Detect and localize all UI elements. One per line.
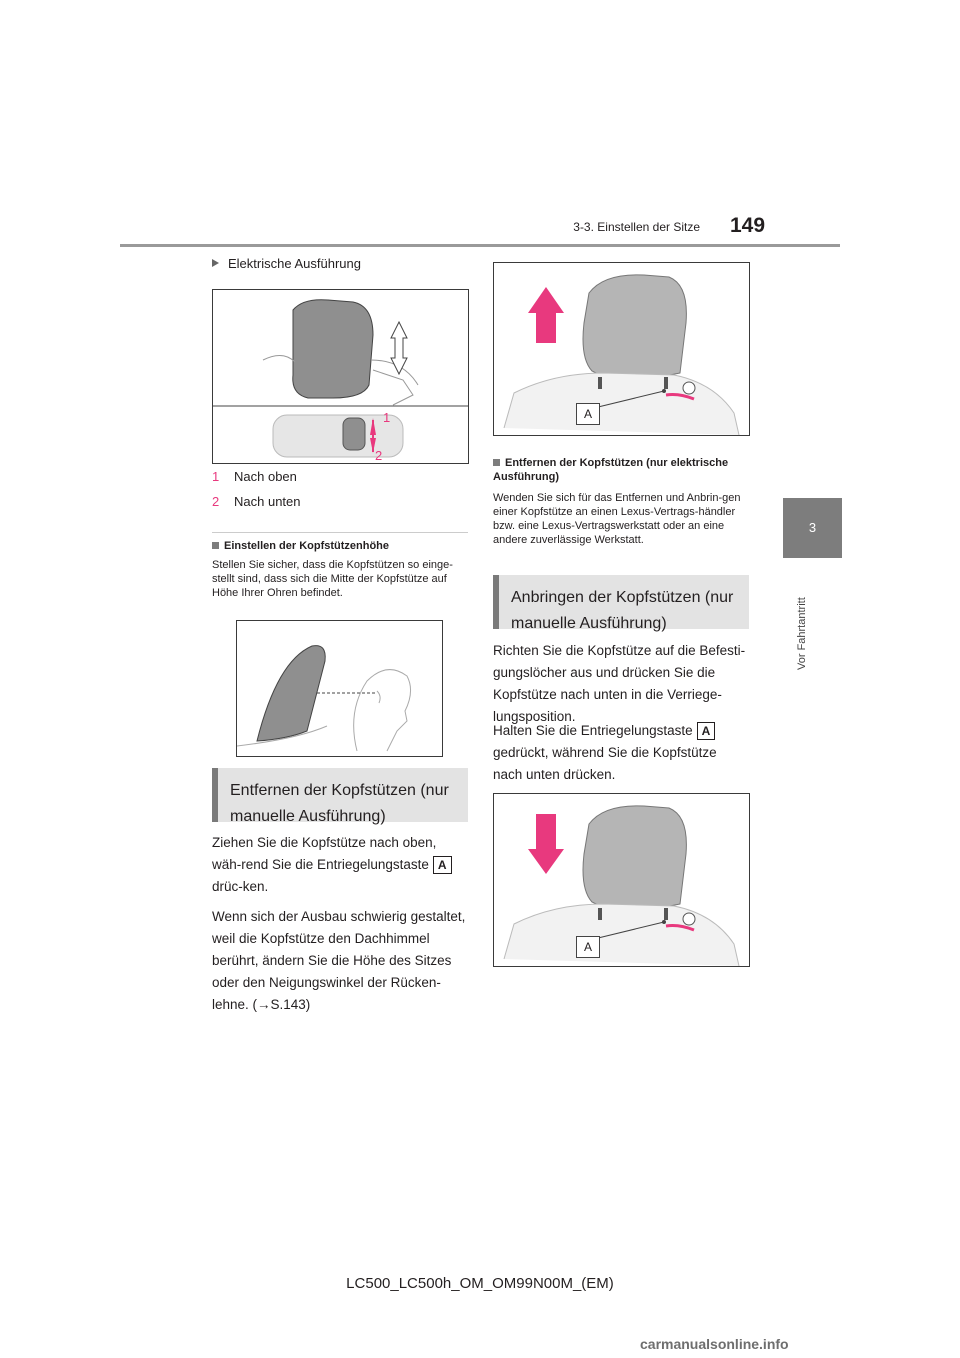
install-text-part2: gedrückt, während Sie die Kopfstütze nach unten drücken. [493,745,717,782]
list-item [212,494,301,509]
remove-text [212,832,468,898]
install-text-2 [493,720,749,786]
header-rule [120,244,840,247]
figure-callout-a: A [576,936,600,958]
watermark: carmanualsonline.info [640,1336,789,1352]
document-code: LC500_LC500h_OM_OM99N00M_(EM) [346,1275,614,1292]
remove-text-part2: drüc-ken. [212,879,269,894]
chapter-label [796,570,826,670]
electric-remove-heading [493,456,749,484]
figure-label-up: 1 [383,410,391,425]
figure-push-down [493,793,750,967]
figure-electric-adjust [212,289,469,464]
list-number: 2 [212,494,220,509]
list-text: Nach oben [234,469,297,484]
chapter-label-text: Vor Fahrtantritt [796,597,808,670]
electric-heading [212,256,361,271]
figure-headrest-height [236,620,443,757]
electric-remove-text: Wenden Sie sich für das Entfernen und Anbrin-gen einer Kopfstütze an einen Lexus-Vertrags-händler bzw. eine Lexus-Vertragswerkstatt oder an eine andere zuverlässige Werkstatt. [493,492,741,546]
electric-remove-heading-text: Entfernen der Kopfstützen (nur elektrische Ausführung) [493,457,729,483]
triangle-bullet-icon [212,259,219,267]
square-bullet-icon [212,542,219,549]
list-item [212,469,297,484]
release-button-badge: A [433,856,452,874]
height-text: Stellen Sie sicher, dass die Kopfstützen so einge-stellt sind, dass sich die Mitte der Kopfstütze auf Höhe Ihrer Ohren befindet. [212,559,453,599]
figure-pull-up [493,262,750,436]
square-bullet-icon [493,459,500,466]
height-heading-text: Einstellen der Kopfstützenhöhe [224,540,390,552]
release-button-badge: A [697,722,716,740]
install-text-1: Richten Sie die Kopfstütze auf die Befesti-gungslöcher aus und drücken Sie die Kopfstütze nach unten in die Verriege-lungsposition. [493,643,746,724]
install-heading: Anbringen der Kopfstützen (nur manuelle Ausführung) [493,575,749,629]
page-number: 149 [730,214,766,237]
remove-text-part1: Ziehen Sie die Kopfstütze nach oben, wäh-rend Sie die Entriegelungstaste [212,835,437,872]
height-heading [212,540,389,552]
install-text-part1: Halten Sie die Entriegelungstaste [493,723,693,738]
section-title: 3-3. Einstellen der Sitze [573,220,700,234]
figure-callout-a: A [576,403,600,425]
figure-label-down: 2 [375,448,383,463]
remove-manual-heading: Entfernen der Kopfstützen (nur manuelle Ausführung) [212,768,468,822]
list-text: Nach unten [234,494,301,509]
list-number: 1 [212,469,220,484]
electric-heading-text: Elektrische Ausführung [228,256,361,271]
chapter-tab: 3 [783,498,842,558]
remove-text-difficult: Wenn sich der Ausbau schwierig gestaltet, weil die Kopfstütze den Dachhimmel berührt, ändern Sie die Höhe des Sitzes oder den Neigungswinkel der Rücken-lehne. (→S.143) [212,909,466,1012]
divider [212,532,468,533]
